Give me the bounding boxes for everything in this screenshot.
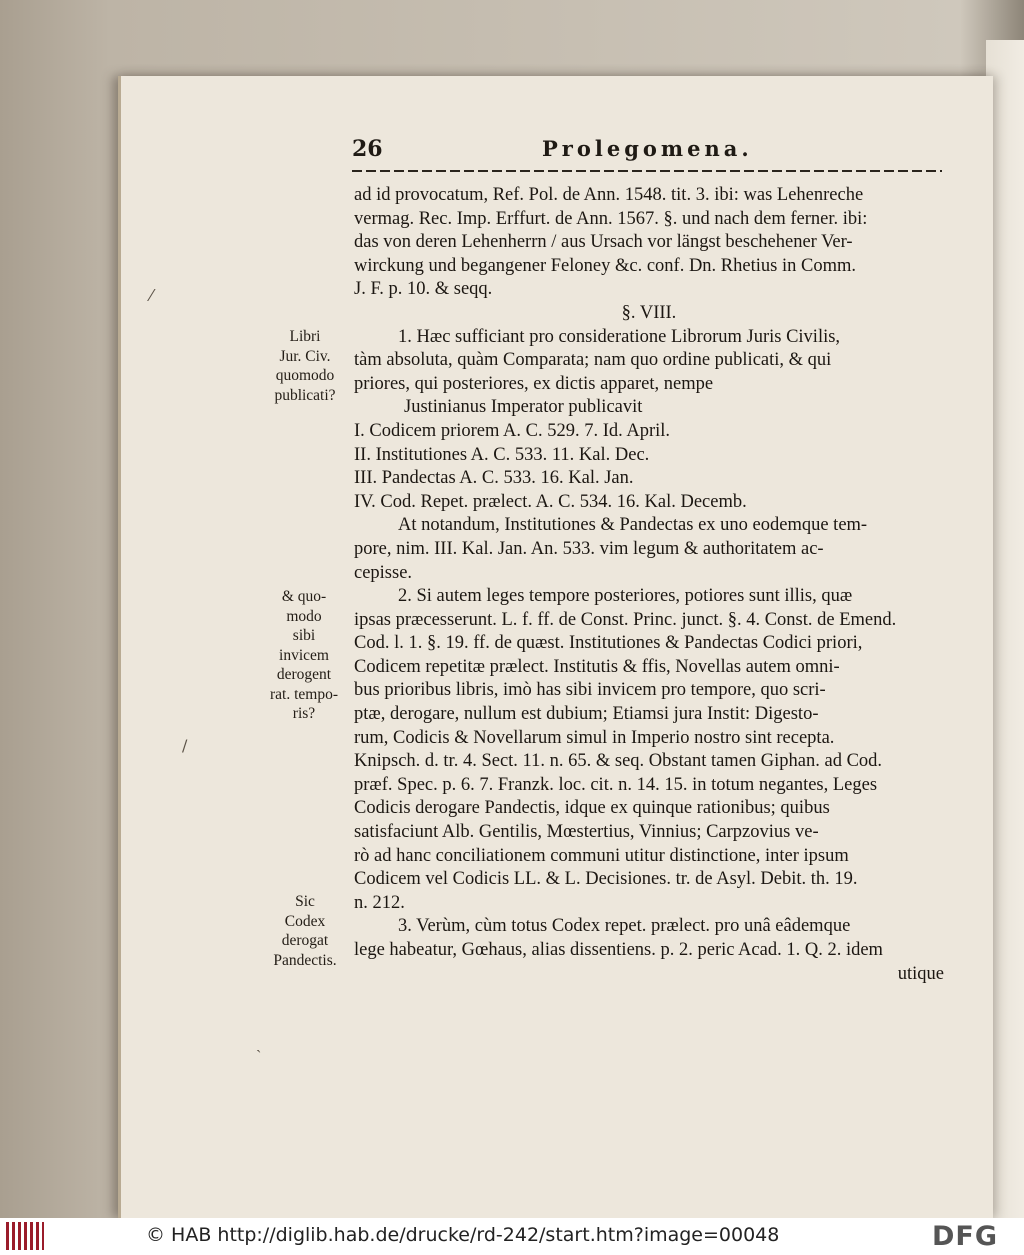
text-line: lege habeatur, Gœhaus, alias dissentiens. p. 2. peric Acad. 1. Q. 2. idem	[354, 940, 883, 960]
list-item: IV. Cod. Repet. prælect. A. C. 534. 16. Kal. Decemb.	[354, 491, 747, 512]
margin-note-line: publicati?	[274, 386, 336, 404]
margin-note-line: quomodo	[275, 367, 335, 384]
text-line: 2. Si autem leges tempore posteriores, potiores sunt illis, quæ	[398, 586, 853, 607]
margin-note-line: invicem	[279, 646, 329, 664]
margin-note-line: derogent	[276, 666, 332, 683]
section-heading: §. VIII.	[621, 302, 677, 323]
page-header	[352, 136, 942, 166]
text-line: Codicem vel Codicis LL. & L. Decisiones. tr. de Asyl. Debit. th. 19.	[354, 869, 858, 890]
dfg-logo: DFG	[932, 1221, 999, 1252]
text-line: rum, Codicis & Novellarum simul in Imperio nostro sint recepta.	[354, 727, 835, 748]
text-line: vermag. Rec. Imp. Erffurt. de Ann. 1567. §. und nach dem ferner. ibi:	[354, 208, 868, 229]
text-line: præf. Spec. p. 6. 7. Franzk. loc. cit. n. 14. 15. in totum negantes, Leges	[354, 774, 878, 795]
text-line: ad id provocatum, Ref. Pol. de Ann. 1548. tit. 3. ibi: was Lehenreche	[354, 185, 864, 205]
text-line: Knipsch. d. tr. 4. Sect. 11. n. 65. & seq. Obstant tamen Giphan. ad Cod.	[354, 751, 883, 772]
text-line: bus prioribus libris, imò has sibi invicem pro tempore, quo scri-	[354, 680, 826, 701]
catchword: utique	[897, 963, 944, 984]
text-line: pore, nim. III. Kal. Jan. An. 533. vim legum & authoritatem ac-	[354, 538, 824, 559]
text-line: cepisse.	[354, 562, 413, 583]
margin-note-line: rat. tempo-	[269, 685, 338, 703]
page-number: 26	[352, 136, 383, 162]
text-line: J. F. p. 10. & seqq.	[354, 279, 493, 300]
margin-note	[262, 892, 348, 970]
margin-note-line: Pandectis.	[273, 951, 337, 969]
text-line: n. 212.	[354, 892, 405, 913]
text-line: priores, qui posteriores, ex dictis apparet, nempe	[354, 373, 714, 394]
margin-note-line: ris?	[292, 705, 316, 722]
margin-note-line: Libri	[289, 328, 321, 345]
margin-note-line: modo	[286, 607, 322, 625]
text-line: At notandum, Institutiones & Pandectas ex uno eodemque tem-	[398, 515, 868, 536]
margin-note	[262, 327, 348, 405]
text-line: das von deren Lehenherrn / aus Ursach vor längst beschehener Ver-	[354, 232, 853, 253]
text-line: tàm absoluta, quàm Comparata; nam quo ordine publicati, & qui	[354, 350, 832, 371]
margin-note-line: Jur. Civ.	[279, 347, 331, 365]
margin-note-line: derogat	[281, 932, 329, 949]
list-item: I. Codicem priorem A. C. 529. 7. Id. April.	[354, 420, 671, 441]
copyright-citation[interactable]: © HAB http://diglib.hab.de/drucke/rd-242/start.htm?image=00048	[146, 1224, 780, 1246]
pencil-mark: /	[182, 736, 188, 755]
text-line: Codicem repetitæ prælect. Institutis & ffis, Novellas autem omni-	[354, 656, 840, 677]
text-line: 3. Verùm, cùm totus Codex repet. prælect. pro unâ eâdemque	[398, 916, 851, 937]
margin-note	[256, 587, 352, 724]
margin-note-line: sibi	[292, 627, 316, 644]
text-line: 1. Hæc sufficiant pro consideratione Librorum Juris Civilis,	[398, 326, 841, 347]
body-text	[354, 184, 944, 986]
header-rule	[352, 170, 942, 172]
margin-note-line: Sic	[295, 893, 315, 910]
pencil-mark: ⁄	[150, 286, 153, 305]
text-line: Justinianus Imperator publicavit	[404, 397, 643, 418]
text-line: satisfaciunt Alb. Gentilis, Mœstertius, Vinnius; Carpzovius ve-	[354, 822, 819, 843]
list-item: III. Pandectas A. C. 533. 16. Kal. Jan.	[354, 468, 634, 489]
text-line: rò ad hanc conciliationem communi utitur distinctione, inter ipsum	[354, 845, 849, 866]
pencil-mark: ˏ	[256, 1034, 262, 1053]
text-line: ipsas præcesserunt. L. f. ff. de Const. Princ. junct. §. 4. Const. de Emend.	[354, 609, 897, 630]
list-item: II. Institutiones A. C. 533. 11. Kal. Dec.	[354, 444, 650, 465]
text-line: wirckung und begangener Feloney &c. conf. Dn. Rhetius in Comm.	[354, 255, 856, 276]
text-line: Codicis derogare Pandectis, idque ex quinque rationibus; quibus	[354, 798, 830, 819]
margin-note-line: & quo-	[281, 588, 327, 605]
running-title: Prolegomena.	[542, 136, 753, 161]
margin-note-line: Codex	[284, 912, 326, 930]
text-line: ptæ, derogare, nullum est dubium; Etiamsi jura Instit: Digesto-	[354, 704, 819, 725]
text-line: Cod. l. 1. §. 19. ff. de quæst. Institutiones & Pandectas Codici priori,	[354, 633, 863, 654]
library-logo-icon	[6, 1222, 44, 1250]
